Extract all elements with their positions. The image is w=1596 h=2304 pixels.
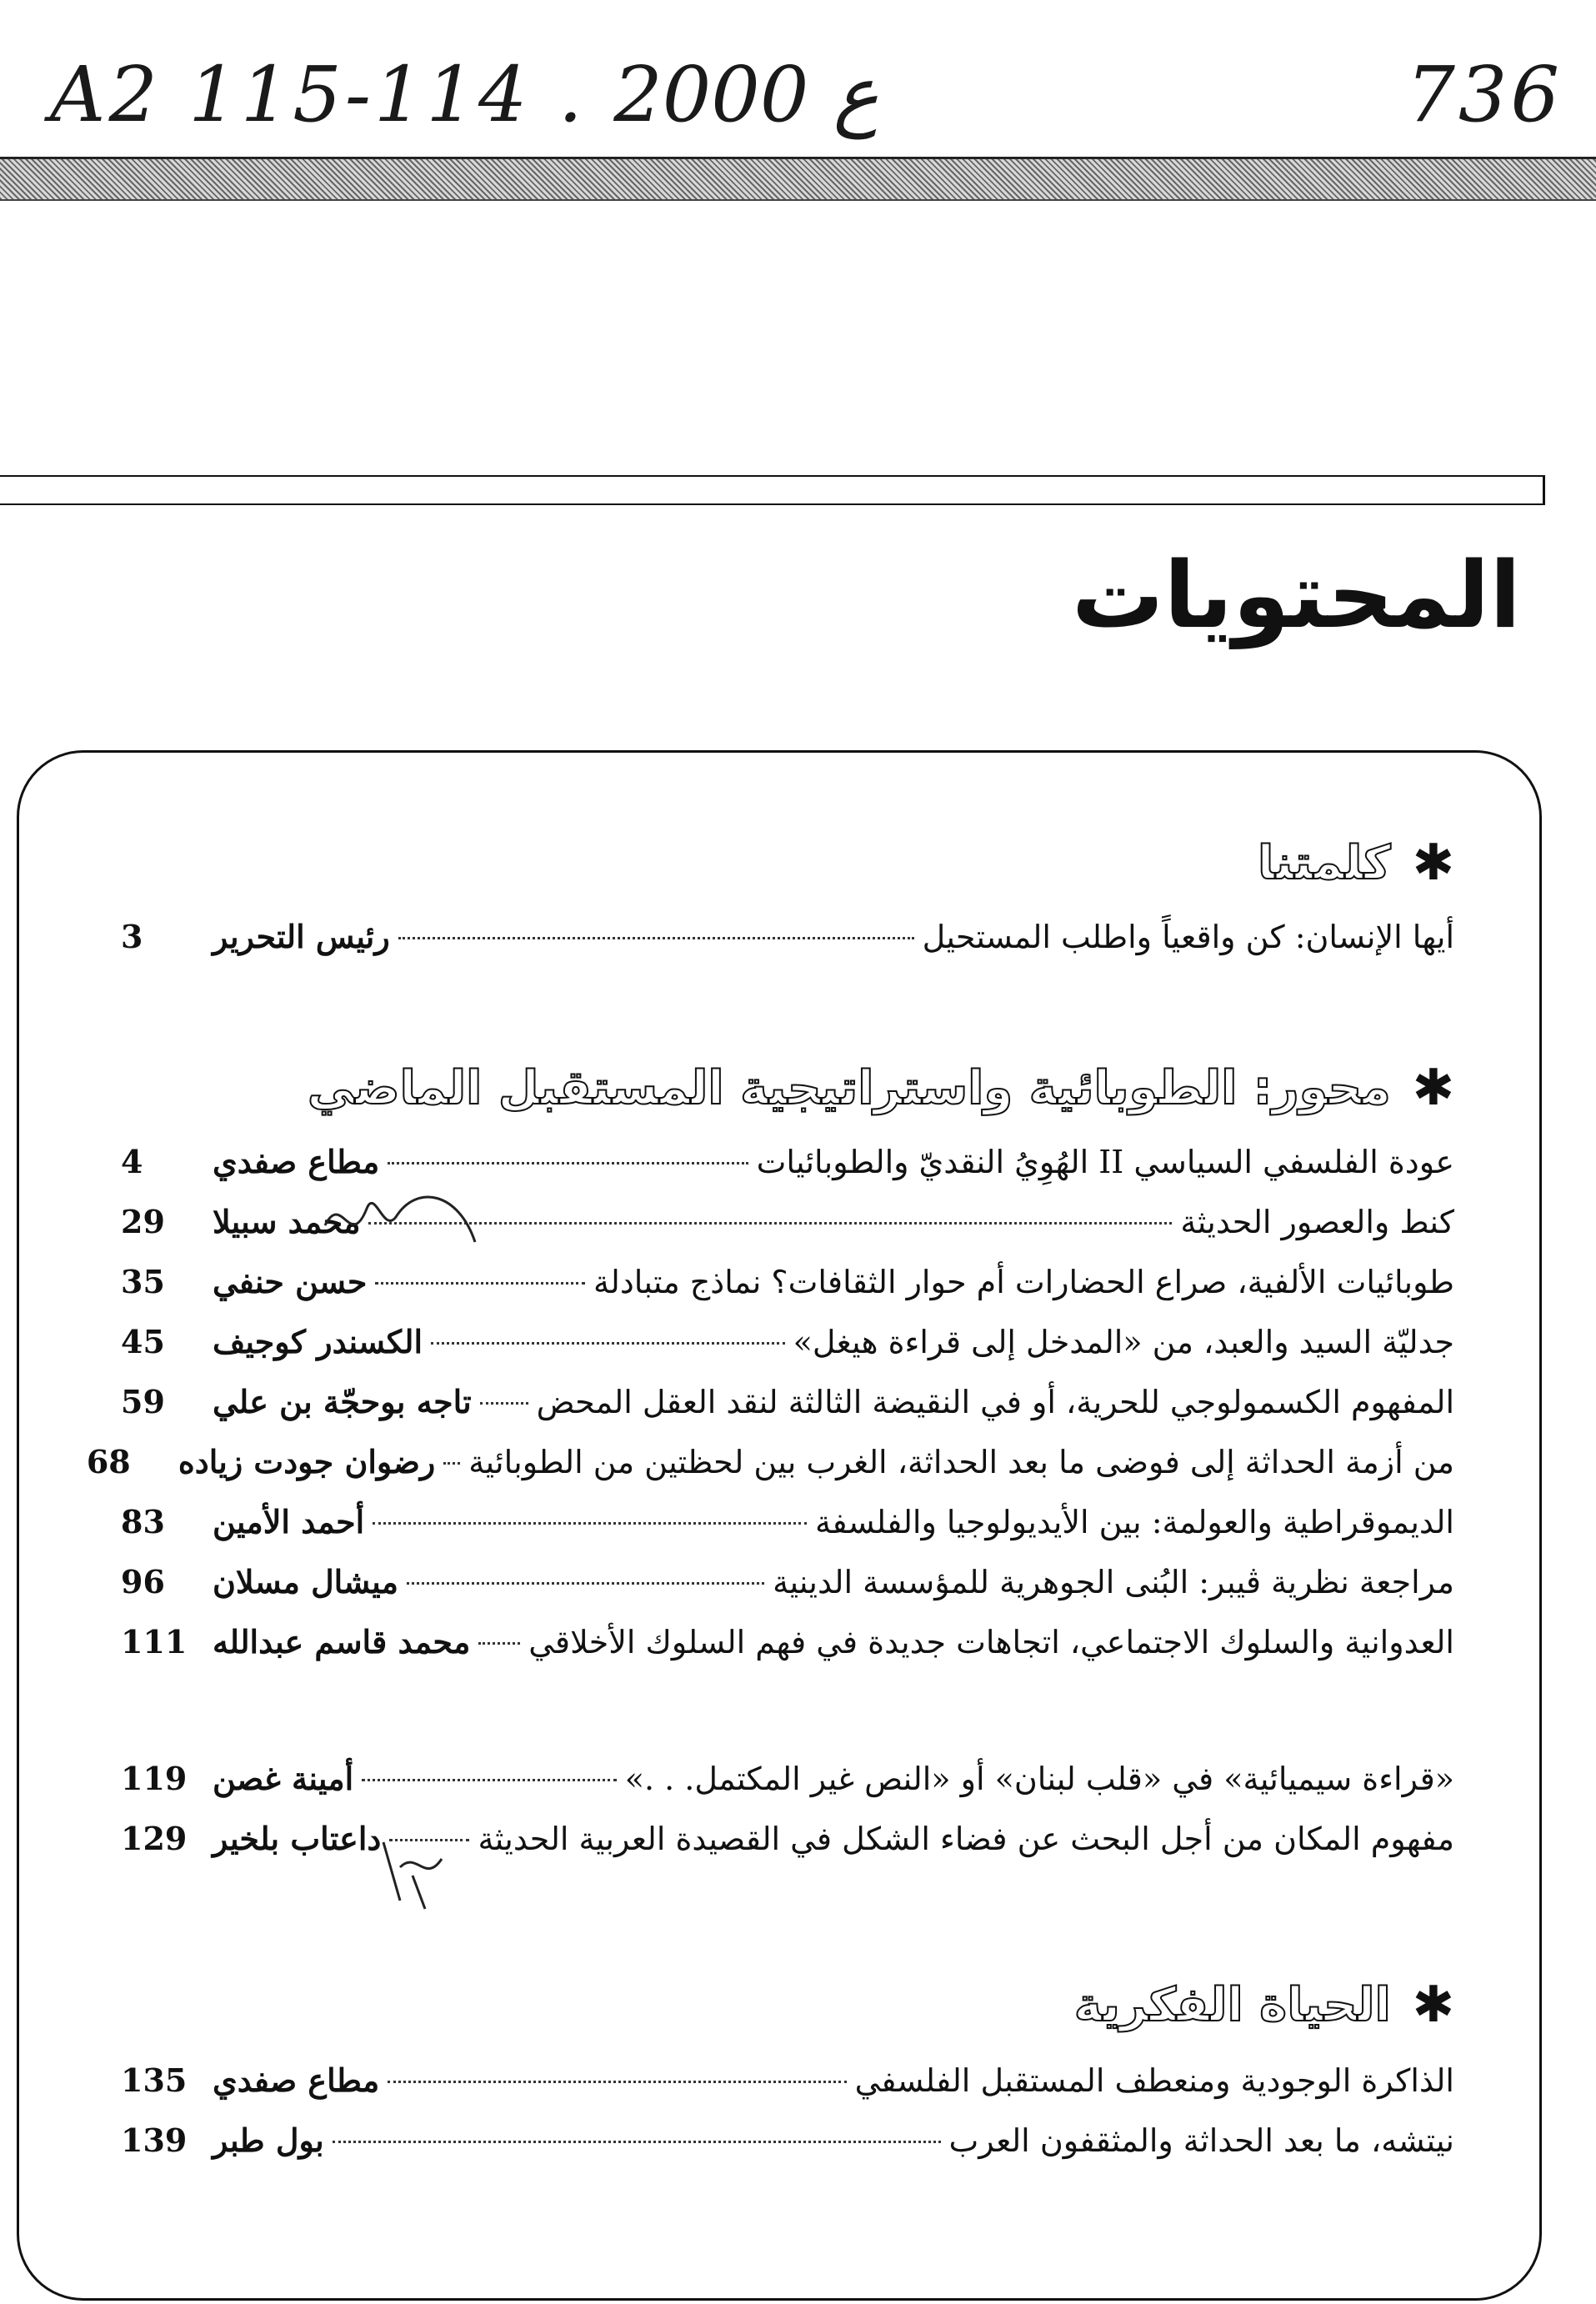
section-entries-axis [86, 1132, 1454, 1672]
entry-title: عودة الفلسفي السياسي II الهُوِيُ النقديّ والطوبائيات [756, 1144, 1454, 1180]
toc-entry[interactable] [86, 1432, 1454, 1492]
leader-dots [431, 1342, 785, 1345]
toc-entry[interactable] [121, 1492, 1454, 1552]
entry-author: الكسندر كوجيف [213, 1323, 423, 1360]
entry-title: «قراءة سيميائية» في «قلب لبنان» أو «النص غير المكتمل. . .» [624, 1761, 1454, 1797]
entry-author: تاجه بوحجّة بن علي [213, 1383, 472, 1420]
leader-dots [388, 2081, 846, 2083]
leader-dots [375, 1282, 585, 1285]
toc-entry[interactable] [121, 2111, 1454, 2171]
toc-entry[interactable] [121, 1372, 1454, 1432]
leader-dots [388, 1162, 748, 1165]
entry-page: 83 [121, 1503, 165, 1540]
section-header-intellectual-life [1074, 1976, 1454, 2034]
leader-dots [373, 1522, 807, 1525]
entry-title: الذاكرة الوجودية ومنعطف المستقبل الفلسفي [854, 2062, 1454, 2099]
leader-dots [389, 1839, 469, 1841]
toc-entry[interactable] [121, 1809, 1454, 1869]
entry-page: 119 [121, 1760, 188, 1797]
handwritten-page-number: 736 [1406, 50, 1563, 139]
entry-page: 68 [86, 1443, 131, 1480]
section-header-axis [308, 1059, 1454, 1117]
section-title: الحياة الفكرية [1073, 1977, 1391, 2032]
entry-title: أيها الإنسان: كن واقعياً واطلب المستحيل [922, 919, 1454, 955]
asterisk-icon: ✱ [1412, 1976, 1454, 2034]
entry-page: 3 [121, 918, 143, 955]
entry-title: جدليّة السيد والعبد، من «المدخل إلى قراءة هيغل» [793, 1324, 1454, 1360]
page-title: المحتويات [1071, 542, 1521, 649]
toc-entry[interactable] [121, 1612, 1454, 1672]
entry-author: رضوان جودت زياده [178, 1443, 436, 1480]
entry-page: 45 [121, 1323, 165, 1360]
entry-title: مراجعة نظرية ڤيبر: البُنى الجوهرية للمؤسسة الدينية [773, 1564, 1454, 1600]
entry-page: 96 [121, 1563, 165, 1600]
divider-rule-bottom [0, 503, 1544, 505]
entry-author: محمد قاسم عبدالله [213, 1623, 471, 1660]
toc-entry[interactable] [121, 2051, 1454, 2111]
section-title: محور: الطوبائية واستراتيجية المستقبل الماضي [307, 1060, 1391, 1115]
entry-page: 35 [121, 1263, 165, 1300]
toc-entry[interactable] [121, 1252, 1454, 1312]
entry-title: طوبائيات الألفية، صراع الحضارات أم حوار الثقافات؟ نماذج متبادلة [593, 1264, 1454, 1300]
toc-entry[interactable] [121, 1312, 1454, 1372]
entry-page: 111 [121, 1623, 188, 1660]
entry-page: 4 [121, 1143, 143, 1180]
divider-rule-tick [1543, 475, 1545, 505]
entry-author: مطاع صفدي [213, 1143, 380, 1180]
handwritten-catalog-number: A2 115-114 . ع 2000 [50, 50, 879, 139]
entry-title: مفهوم المكان من أجل البحث عن فضاء الشكل في القصيدة العربية الحديثة [478, 1821, 1454, 1857]
hatched-header-band [0, 157, 1596, 201]
leader-dots [407, 1582, 764, 1585]
leader-dots [443, 1462, 460, 1465]
entry-page: 29 [121, 1203, 165, 1240]
entry-author: داعتاب بلخير [213, 1820, 382, 1857]
leader-dots [398, 937, 914, 939]
asterisk-icon: ✱ [1412, 834, 1454, 892]
toc-entry[interactable] [121, 1192, 1454, 1252]
toc-entry[interactable] [121, 1132, 1454, 1192]
entry-title: الديموقراطية والعولمة: بين الأيديولوجيا والفلسفة [815, 1504, 1454, 1540]
entry-page: 59 [121, 1383, 165, 1420]
entry-title: نيتشه، ما بعد الحداثة والمثقفون العرب [948, 2122, 1454, 2159]
entry-author: محمد سبيلا [213, 1203, 361, 1240]
section-entries-misc [121, 1749, 1454, 1869]
entry-author: أمينة غصن [213, 1760, 354, 1797]
entry-author: ميشال مسلان [213, 1563, 398, 1600]
asterisk-icon: ✱ [1412, 1059, 1454, 1117]
divider-rule [0, 475, 1544, 477]
leader-dots [478, 1642, 520, 1645]
entry-page: 129 [121, 1820, 188, 1857]
entry-author: حسن حنفي [213, 1263, 368, 1300]
toc-entry[interactable] [121, 907, 1454, 967]
section-title: كلمتنا [1258, 835, 1391, 890]
entry-title: المفهوم الكسمولوجي للحرية، أو في النقيضة الثالثة لنقد العقل المحض [536, 1384, 1454, 1420]
toc-entry[interactable] [121, 1552, 1454, 1612]
entry-page: 135 [121, 2061, 188, 2099]
section-entries-intellectual-life [121, 2051, 1454, 2171]
section-header-editorial [1258, 834, 1454, 892]
toc-entry[interactable] [121, 1749, 1454, 1809]
leader-dots [480, 1402, 528, 1405]
entry-author: بول طبر [213, 2121, 324, 2159]
entry-author: مطاع صفدي [213, 2061, 380, 2099]
entry-author: رئيس التحرير [213, 918, 390, 955]
section-entries-editorial [121, 907, 1454, 967]
leader-dots [368, 1222, 1172, 1225]
entry-title: من أزمة الحداثة إلى فوضى ما بعد الحداثة، الغرب بين لحظتين من الطوبائية [468, 1444, 1454, 1480]
leader-dots [362, 1779, 617, 1781]
entry-page: 139 [121, 2121, 188, 2159]
leader-dots [333, 2141, 941, 2143]
entry-title: كنط والعصور الحديثة [1180, 1204, 1454, 1240]
entry-title: العدوانية والسلوك الاجتماعي، اتجاهات جديدة في فهم السلوك الأخلاقي [528, 1624, 1454, 1660]
entry-author: أحمد الأمين [213, 1503, 365, 1540]
